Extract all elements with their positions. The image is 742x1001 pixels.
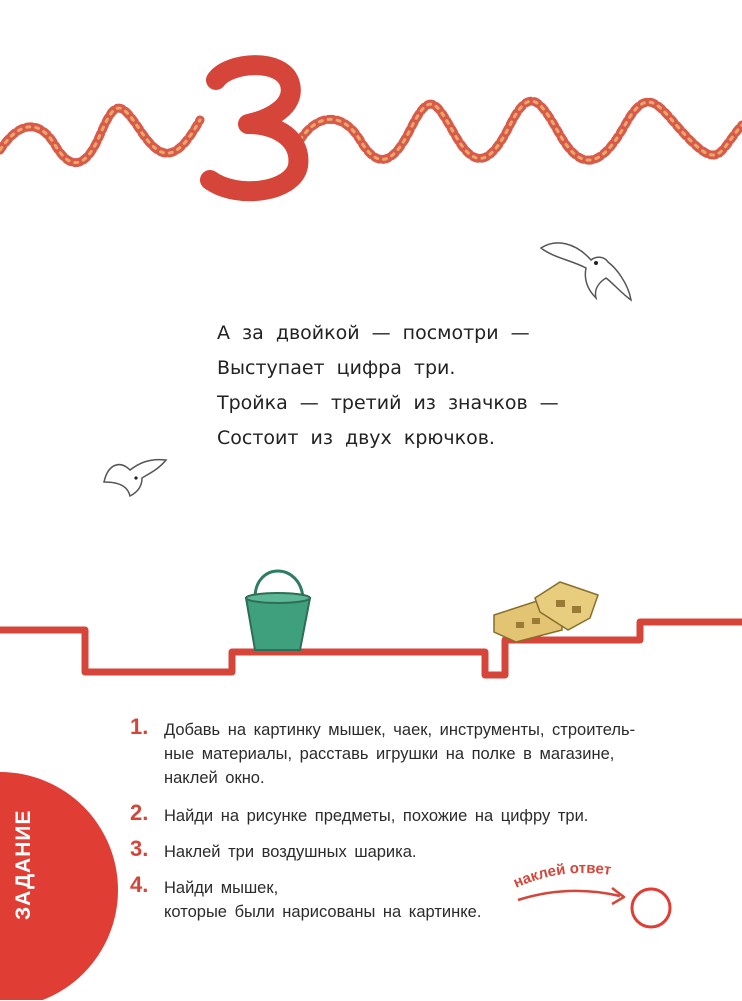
task-number: 1. (130, 714, 149, 739)
task-line: Найди на рисунке предметы, похожие на цифру три. (164, 807, 589, 825)
task-number: 3. (130, 836, 149, 861)
task-number: 2. (130, 800, 149, 825)
sticker-answer-label: наклей ответ (510, 859, 613, 892)
seagull-icon (536, 238, 636, 308)
poem (217, 316, 559, 456)
sticker-answer-note (508, 856, 688, 936)
arrow-icon (518, 891, 620, 900)
task-text (164, 840, 416, 864)
digit-three-glyph (198, 52, 318, 202)
seagull-icon (100, 452, 172, 500)
task-text (164, 876, 481, 924)
poem-line: Состоит из двух крючков. (217, 427, 495, 449)
bucket-icon (246, 571, 310, 650)
task-line: Наклей три воздушных шарика. (164, 843, 417, 861)
answer-sticker-circle[interactable] (632, 889, 670, 927)
task-line: ные материалы, расставь игрушки на полке в магазине, (164, 745, 615, 763)
task-text (164, 804, 588, 828)
task-line: Найди мышек, (164, 879, 279, 897)
task-line: наклей окно. (164, 769, 265, 787)
poem-line: Выступает цифра три. (217, 357, 456, 379)
poem-line: Тройка — третий из значков — (217, 392, 559, 414)
task-line: Добавь на картинку мышек, чаек, инструменты, строитель- (164, 721, 636, 739)
stairs-scene (0, 560, 742, 690)
poem-line: А за двойкой — посмотри — (217, 322, 530, 344)
ribbon-garland (0, 80, 742, 190)
task-line: которые были нарисованы на картинке. (164, 903, 482, 921)
task-number: 4. (130, 872, 149, 897)
task-text (164, 718, 635, 790)
bricks-icon (494, 582, 598, 642)
task-section-label: ЗАДАНИЕ (12, 809, 35, 920)
big-digit-three (198, 52, 318, 202)
